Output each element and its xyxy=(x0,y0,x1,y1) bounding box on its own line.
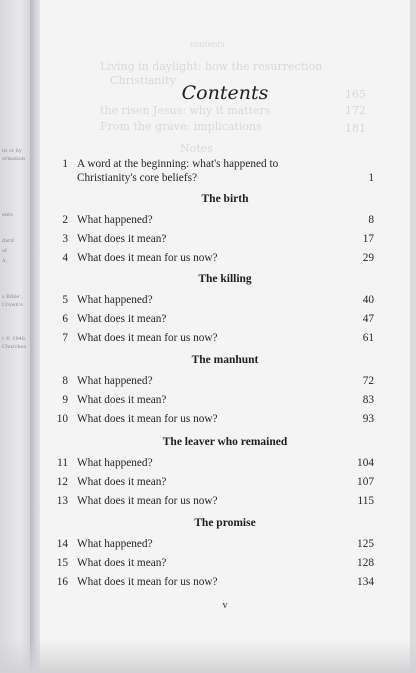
section-heading: The leaver who remained xyxy=(162,436,288,448)
chapter-number: 15 xyxy=(56,557,68,569)
facing-page-fragment: Churches xyxy=(2,344,27,350)
page-number: 107 xyxy=(357,476,374,488)
chapter-title: What does it mean? xyxy=(77,557,167,569)
chapter-number: 8 xyxy=(62,375,68,387)
facing-page-fragment: t © 1946, xyxy=(2,336,27,342)
show-through-text: 165 xyxy=(345,88,366,101)
show-through-text: Living in daylight: how the resurrection xyxy=(100,60,323,73)
chapter-number: 9 xyxy=(62,394,68,406)
chapter-number: 11 xyxy=(57,457,68,469)
chapter-number: 12 xyxy=(56,476,68,488)
section-heading: The promise xyxy=(194,517,256,529)
chapter-number: 4 xyxy=(62,252,68,264)
page-shadow xyxy=(0,640,416,673)
facing-page xyxy=(0,0,34,673)
chapter-title: Christianity's core beliefs? xyxy=(77,172,197,184)
contents-page xyxy=(40,0,410,673)
page-number: 134 xyxy=(357,576,374,588)
chapter-number: 7 xyxy=(62,332,68,344)
page-number: 72 xyxy=(362,375,374,387)
facing-page-fragment: dard xyxy=(2,238,14,244)
page-number: 104 xyxy=(357,457,374,469)
folio-page-number: v xyxy=(222,600,228,611)
show-through-text: 181 xyxy=(345,122,366,135)
chapter-title: What happened? xyxy=(77,457,153,469)
show-through-text: Christianity xyxy=(110,74,176,87)
chapter-number: 14 xyxy=(56,538,68,550)
page-number: 40 xyxy=(362,294,374,306)
show-through-text: Notes xyxy=(180,142,213,155)
chapter-title: What does it mean for us now? xyxy=(77,332,218,344)
chapter-number: 6 xyxy=(62,313,68,325)
section-heading: The manhunt xyxy=(191,354,259,366)
chapter-number: 10 xyxy=(56,413,68,425)
page-number: 8 xyxy=(368,214,374,226)
show-through-text: the risen Jesus: why it matters xyxy=(100,104,271,117)
facing-page-fragment: A, xyxy=(2,258,8,264)
chapter-number: 1 xyxy=(62,158,68,170)
page-number: 61 xyxy=(362,332,374,344)
page-number: 93 xyxy=(362,413,374,425)
page-number: 17 xyxy=(362,233,374,245)
chapter-title: A word at the beginning: what's happened to xyxy=(77,158,279,170)
page-number: 115 xyxy=(357,495,374,507)
facing-page-fragment: ents xyxy=(2,212,13,218)
chapter-number: 13 xyxy=(56,495,68,507)
facing-page-fragment: nt or by xyxy=(2,148,22,154)
page-number: 83 xyxy=(362,394,374,406)
chapter-number: 3 xyxy=(62,233,68,245)
page-number: 125 xyxy=(357,538,374,550)
facing-page-fragment: ormation xyxy=(2,156,25,162)
chapter-title: What does it mean? xyxy=(77,233,167,245)
chapter-number: 2 xyxy=(62,214,68,226)
chapter-number: 5 xyxy=(62,294,68,306)
chapter-number: 16 xyxy=(56,576,68,588)
show-through-text: contents xyxy=(190,40,225,49)
facing-page-fragment: s Bible', xyxy=(2,294,23,300)
chapter-title: What happened? xyxy=(77,538,153,550)
chapter-title: What does it mean? xyxy=(77,313,167,325)
chapter-title: What does it mean for us now? xyxy=(77,495,218,507)
chapter-title: What happened? xyxy=(77,375,153,387)
chapter-title: What does it mean for us now? xyxy=(77,413,218,425)
chapter-title: What does it mean for us now? xyxy=(77,576,218,588)
chapter-title: What happened? xyxy=(77,294,153,306)
section-heading: The killing xyxy=(198,273,252,285)
facing-page-fragment: of xyxy=(2,248,7,254)
chapter-title: What happened? xyxy=(77,214,153,226)
page-title: Contents xyxy=(181,82,269,104)
page-number: 1 xyxy=(368,172,374,184)
chapter-title: What does it mean? xyxy=(77,394,167,406)
facing-page-fragment: Crown's xyxy=(2,302,23,308)
chapter-title: What does it mean for us now? xyxy=(77,252,218,264)
page-number: 128 xyxy=(357,557,374,569)
page-number: 29 xyxy=(362,252,374,264)
chapter-title: What does it mean? xyxy=(77,476,167,488)
show-through-text: 172 xyxy=(345,104,366,117)
show-through-text: From the grave: implications xyxy=(100,120,262,133)
page-number: 47 xyxy=(362,313,374,325)
section-heading: The birth xyxy=(201,193,249,205)
